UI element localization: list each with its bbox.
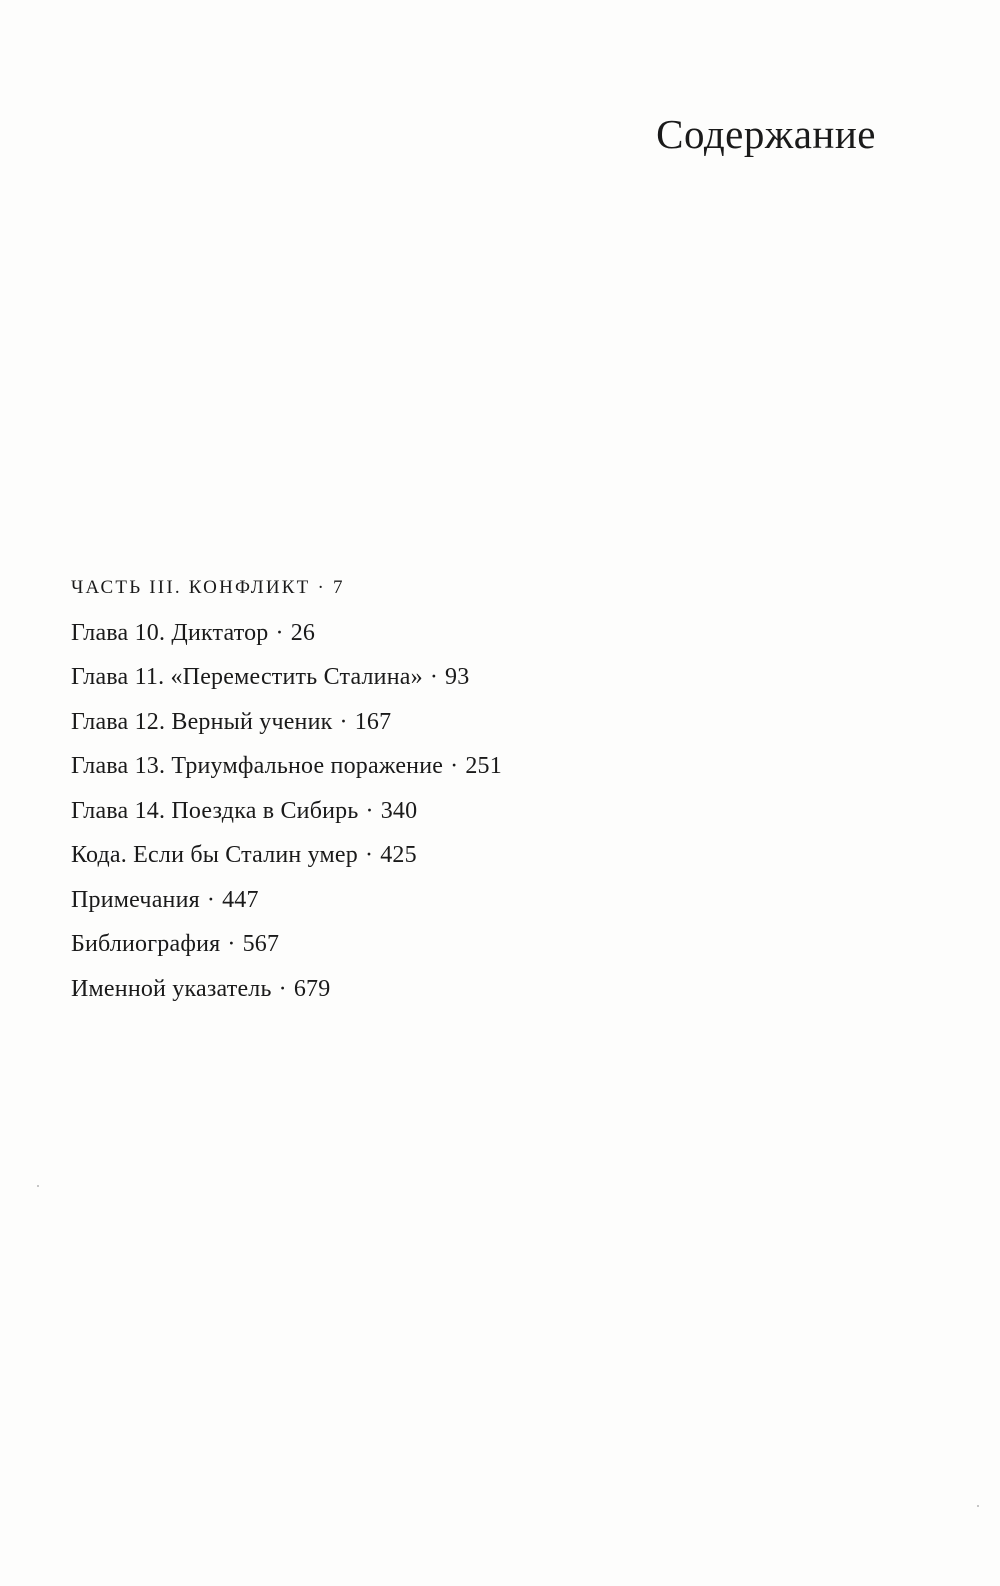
toc-entry-chapter-13 [71,744,931,789]
toc-entry-coda [71,833,931,878]
toc-entry-title: Примечания [71,886,200,913]
toc-separator: · [339,708,348,735]
toc-separator: · [450,753,459,779]
toc-page-number: 567 [242,931,280,957]
toc-page-number: 93 [445,664,470,690]
toc-page-number: 425 [380,842,417,868]
toc-entry-index [71,967,931,1012]
scan-speck [977,1505,979,1507]
toc-separator: · [278,975,287,1002]
toc-page-number: 251 [465,753,502,779]
toc-entry-title: Глава 13. Триумфальное поражение [71,753,444,779]
toc-entry-chapter-12 [71,700,931,745]
toc-separator: · [227,931,236,957]
toc-entry-chapter-14 [71,789,931,834]
toc-entry-title: Глава 14. Поездка в Сибирь [71,797,359,824]
toc-page-number: 679 [293,975,331,1002]
toc-entry-chapter-10 [71,611,931,656]
toc-entry-title: Глава 11. «Переместить Сталина» [71,664,423,690]
toc-separator: · [275,619,284,646]
toc-entry-notes [71,878,931,923]
toc-separator: · [364,842,374,868]
toc-page-number: 26 [290,619,316,646]
toc-separator: · [317,577,326,598]
toc-separator: · [429,664,439,690]
toc-entry-part-3 [71,566,931,611]
toc-entry-bibliography [71,922,931,967]
toc-page-number: 340 [380,797,418,824]
toc-entry-title: Глава 12. Верный ученик [71,708,333,735]
toc-entry-title: Кода. Если бы Сталин умер [71,842,358,868]
toc-separator: · [365,797,374,824]
toc-page-number: 7 [333,577,343,598]
toc-entry-title: ЧАСТЬ III. КОНФЛИКТ [71,577,311,598]
toc-entry-title: Именной указатель [71,975,272,1002]
page-title: Содержание [656,111,876,157]
toc-page-number: 447 [222,886,259,913]
scan-speck [37,1185,39,1187]
toc-entry-title: Глава 10. Диктатор [71,619,269,646]
toc-entry-chapter-11 [71,655,931,700]
table-of-contents [71,566,931,1011]
toc-page-number: 167 [354,708,392,735]
toc-entry-title: Библиография [71,931,221,957]
toc-separator: · [206,886,216,913]
